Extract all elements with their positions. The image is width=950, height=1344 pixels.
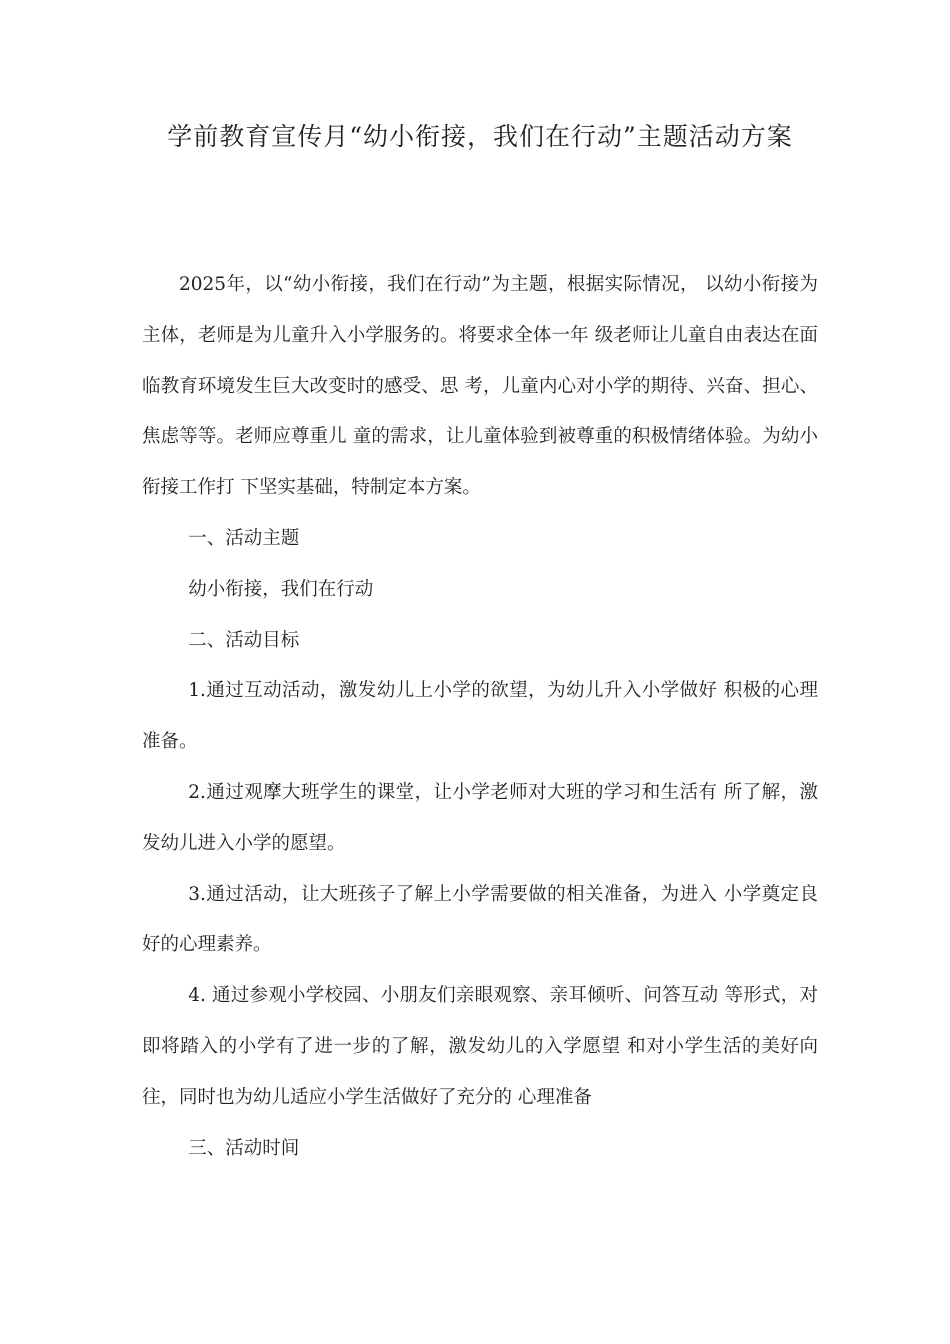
goal-item-1: 1.通过互动活动，激发幼儿上小学的欲望，为幼儿升入小学做好 积极的心理准备。 <box>142 680 818 753</box>
document-body <box>142 260 818 1174</box>
theme-text: 幼小衔接，我们在行动 <box>188 578 374 600</box>
document-title: 学前教育宣传月“幼小衔接，我们在行动”主题活动方案 <box>167 122 793 151</box>
intro-paragraph: 2025年，以“幼小衔接，我们在行动”为主题，根据实际情况， 以幼小衔接为主体，老师是为儿童升入小学服务的。将要求全体一年 级老师让儿童自由表达在面临教育环境发生巨大改变时的感受、思 考，儿童内心对小学的期待、兴奋、担心、焦虑等等。老师应尊重儿 童的需求，让儿童体验到被尊重的积极情绪体验。为幼小衔接工作打 下坚实基础，特制定本方案。 <box>142 274 818 499</box>
section-heading-time: 三、活动时间 <box>188 1137 300 1159</box>
goal-item-4: 4. 通过参观小学校园、小朋友们亲眼观察、亲耳倾听、问答互动 等形式，对即将踏入的小学有了进一步的了解，激发幼儿的入学愿望 和对小学生活的美好向往，同时也为幼儿适应小学生活做好了充分的 心理准备 <box>142 985 818 1108</box>
section-heading-theme: 一、活动主题 <box>188 527 300 549</box>
goal-item-2: 2.通过观摩大班学生的课堂，让小学老师对大班的学习和生活有 所了解，激发幼儿进入小学的愿望。 <box>142 781 818 854</box>
section-heading-goals: 二、活动目标 <box>188 629 300 651</box>
goal-item-3: 3.通过活动，让大班孩子了解上小学需要做的相关准备，为进入 小学奠定良好的心理素养。 <box>142 883 818 956</box>
